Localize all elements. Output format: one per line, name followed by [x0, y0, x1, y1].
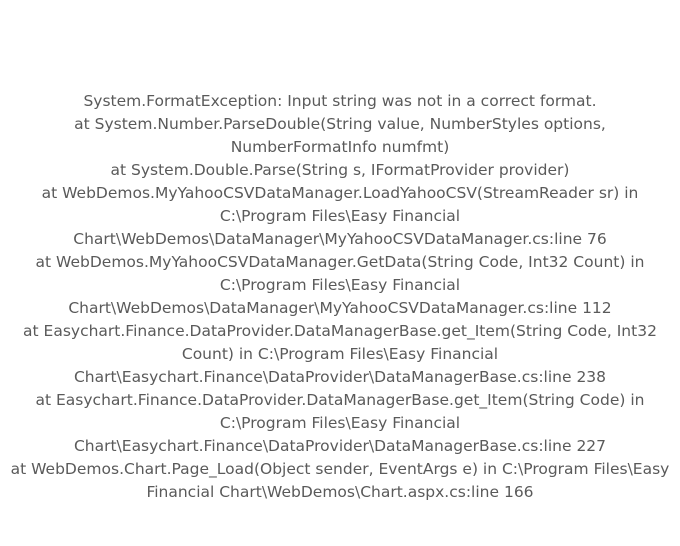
exception-line: at WebDemos.MyYahooCSVDataManager.LoadYahooCSV(StreamReader sr) in C:\Program Files\Easy Financial Chart\WebDemos\DataManager\MyYahooCSVDataManager.cs:line 76: [41, 184, 639, 248]
exception-line: at Easychart.Finance.DataProvider.DataManagerBase.get_Item(String Code, Int32 Count) in C:\Program Files\Easy Financial Chart\Easychart.Finance\DataProvider\DataManagerBase.cs:line 238: [23, 322, 657, 386]
exception-line: at WebDemos.Chart.Page_Load(Object sender, EventArgs e) in C:\Program Files\Easy Financial Chart\WebDemos\Chart.aspx.cs:line 166: [10, 460, 670, 501]
exception-line: at WebDemos.MyYahooCSVDataManager.GetData(String Code, Int32 Count) in C:\Program Files\Easy Financial Chart\WebDemos\DataManager\MyYahooCSVDataManager.cs:line 112: [35, 253, 645, 317]
exception-stack-trace: [0, 90, 680, 504]
exception-line: at Easychart.Finance.DataProvider.DataManagerBase.get_Item(String Code) in C:\Program Files\Easy Financial Chart\Easychart.Finance\DataProvider\DataManagerBase.cs:line 227: [35, 391, 645, 455]
exception-line: at System.Number.ParseDouble(String value, NumberStyles options, NumberFormatInfo numfmt): [74, 115, 606, 156]
exception-line: System.FormatException: Input string was not in a correct format.: [83, 92, 597, 110]
exception-line: at System.Double.Parse(String s, IFormatProvider provider): [110, 161, 570, 179]
